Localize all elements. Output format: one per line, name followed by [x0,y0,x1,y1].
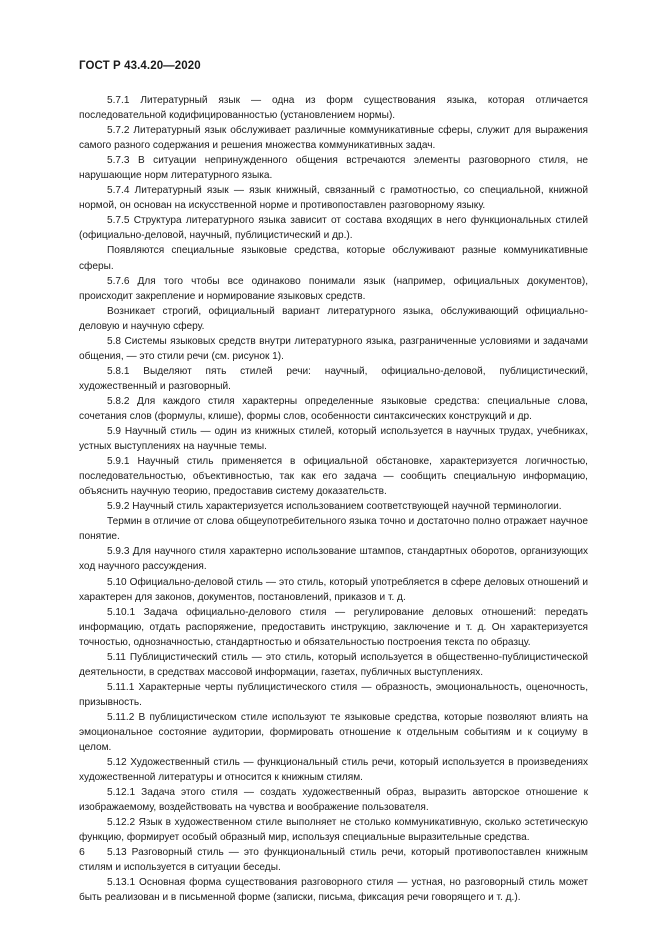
document-body [79,93,588,906]
paragraph: 5.7.2 Литературный язык обслуживает различные коммуникативные сферы, служит для выражения самого разного содержания и решения множества коммуникативных задач. [79,125,588,152]
paragraph: 5.11 Публицистический стиль — это стиль, который используется в общественно-публицистической деятельности, в средствах массовой информации, газетах, публичных выступлениях. [79,651,588,678]
paragraph: 5.9.1 Научный стиль применяется в официальной обстановке, характеризуется логичностью, последовательностью, объективностью, так как его задача — сообщить специальную информацию, объяснить научную теорию, предоставив систему доказательств. [79,456,588,498]
paragraph: 5.13.1 Основная форма существования разговорного стиля — устная, но разговорный стиль может быть реализован и в письменной форме (записки, письма, фиксация речи говорящего и т. д.). [79,877,588,904]
standard-title: ГОСТ Р 43.4.20—2020 [79,60,201,72]
paragraph: 5.11.2 В публицистическом стиле используют те языковые средства, которые позволяют влиять на эмоциональное состояние аудитории, формировать отношение к отдельным событиям и к социуму в целом. [79,711,588,754]
paragraph: 5.8.2 Для каждого стиля характерны определенные языковые средства: специальные слова, сочетания слов (формулы, клише), формы слов, особенности синтаксических конструкций и др. [79,395,588,422]
paragraph: 5.9 Научный стиль — один из книжных стилей, который используется в научных трудах, учебниках, устных выступлениях на научные темы. [79,426,588,453]
page-number: 6 [79,846,85,858]
paragraph: 5.7.1 Литературный язык — одна из форм существования языка, которая отличается последовательной кодифицированностью (установлением нормы). [79,95,588,122]
paragraph: 5.7.3 В ситуации непринужденного общения встречаются элементы разговорного стиля, не нарушающие норм литературного языка. [79,155,588,182]
paragraph: Появляются специальные языковые средства, которые обслуживают разные коммуникативные сферы. [79,245,588,272]
paragraph: Возникает строгий, официальный вариант литературного языка, обслуживающий официально-деловую и научную сферу. [79,305,588,332]
paragraph: 5.8.1 Выделяют пять стилей речи: научный, официально-деловой, публицистический, художественный и разговорный. [79,365,588,392]
paragraph: 5.7.4 Литературный язык — язык книжный, связанный с грамотностью, со специальной, книжной нормой, он основан на искусственной норме и противопоставлен разговорному языку. [79,185,588,212]
paragraph: 5.11.1 Характерные черты публицистического стиля — образность, эмоциональность, оценочность, призывность. [79,681,588,708]
paragraph: 5.10 Официально-деловой стиль — это стиль, который употребляется в сфере деловых отношений и характерен для законов, документов, постановлений, приказов и т. д. [79,576,588,603]
paragraph: 5.9.2 Научный стиль характеризуется использованием соответствующей научной терминологии. [107,501,562,513]
paragraph: Термин в отличие от слова общеупотребительного языка точно и достаточно полно отражает научное понятие. [79,516,588,543]
paragraph: 5.7.5 Структура литературного языка зависит от состава входящих в него функциональных стилей (официально-деловой, научный, публицистический и др.). [79,215,588,242]
paragraph: 5.9.3 Для научного стиля характерно использование штампов, стандартных оборотов, организующих ход научного рассуждения. [79,546,588,573]
paragraph: 5.12.1 Задача этого стиля — создать художественный образ, выразить авторское отношение к изображаемому, воздействовать на чувства и воображение пользователя. [79,787,588,814]
paragraph: 5.13 Разговорный стиль — это функциональный стиль речи, который противопоставлен книжным стилям и используется в ситуации беседы. [79,847,588,874]
paragraph: 5.10.1 Задача официально-делового стиля — регулирование деловых отношений: передать информацию, отдать распоряжение, предоставить инструкцию, заключение и т. д. Он характеризуется точностью, однозначностью, стандартностью и обязательностью построения текста по образцу. [79,606,588,648]
paragraph: 5.8 Системы языковых средств внутри литературного языка, разграниченные условиями и задачами общения, — это стили речи (см. рисунок 1). [79,335,588,362]
paragraph: 5.12 Художественный стиль — функциональный стиль речи, который используется в произведениях художественной литературы и относится к книжным стилям. [79,757,588,784]
paragraph: 5.12.2 Язык в художественном стиле выполняет не столько коммуникативную, сколько эстетическую функцию, формирует особый образный мир, используя специальные выразительные средства. [79,817,588,844]
paragraph: 5.7.6 Для того чтобы все одинаково понимали язык (например, официальных документов), происходит закрепление и нормирование языковых средств. [79,275,588,302]
